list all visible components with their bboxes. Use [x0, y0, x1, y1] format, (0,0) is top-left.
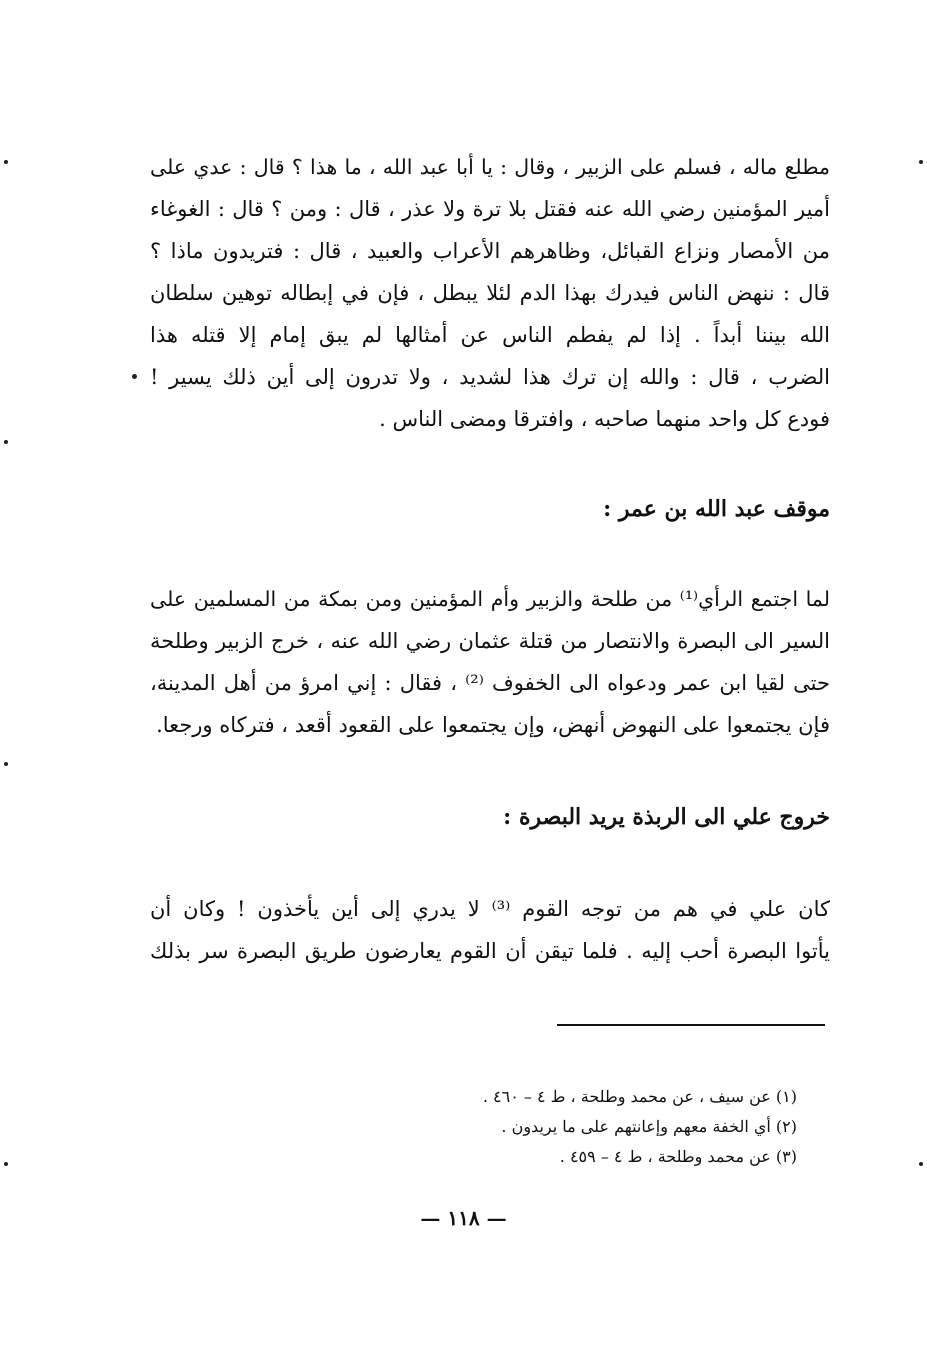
page-number: — ١١٨ — [420, 1206, 507, 1230]
text-line: لما اجتمع الرأي⁽¹⁾ من طلحة والزبير وأم المؤمنين ومن بمكة من المسلمين على [150, 587, 830, 611]
paragraph-3 [150, 888, 830, 972]
text-line: يأتوا البصرة أحب إليه . فلما تيقن أن القوم يعارضون طريق البصرة سر بذلك [150, 939, 830, 963]
text-line: مطلع ماله ، فسلم على الزبير ، وقال : يا أبا عبد الله ، ما هذا ؟ قال : ‏عدي على [150, 155, 830, 179]
paragraph-1 [150, 146, 830, 440]
text-line: فودع كل واحد منهما صاحبه ، وافترقا ومضى الناس . [379, 407, 830, 431]
footnote-separator [557, 1024, 825, 1026]
text-line: حتى لقيا ابن عمر ودعواه الى الخفوف ⁽²⁾ ، فقال : إني امرؤ من أهل المدينة، [150, 671, 830, 695]
scan-mark [4, 1162, 8, 1166]
scan-mark [4, 440, 8, 444]
section-heading: موقف عبد الله بن عمر : [603, 496, 830, 522]
scan-mark [4, 762, 8, 766]
text-line: كان علي في هم من توجه القوم ⁽³⁾ لا يدري إلى أين يأخذون ! وكان أن [150, 897, 830, 921]
text-line: الضرب ، قال : والله إن ترك هذا لشديد ، ولا تدرون إلى أين ذلك يسير ! [150, 365, 830, 389]
text-line: قال : ننهض الناس فيدرك بهذا الدم لئلا يبطل ، فإن في إبطاله توهين سلطان [150, 281, 830, 305]
paragraph-2 [150, 578, 830, 746]
text-line: أمير المؤمنين رضي الله عنه فقتل بلا ترة ولا عذر ، قال : ومن ؟ قال : الغوغاء [150, 197, 830, 221]
footnote: (١) عن سيف ، عن محمد وطلحة ، ط ٤ – ٤٦٠ . [482, 1087, 797, 1106]
scan-mark [919, 160, 923, 164]
footnotes [483, 1082, 797, 1172]
scan-mark [919, 1162, 923, 1166]
text-line: السير الى البصرة والانتصار من قتلة عثمان رضي الله عنه ، خرج الزبير وطلحة [150, 629, 830, 653]
footnote: (٢) أي الخفة معهم وإعانتهم على ما يريدون . [501, 1117, 797, 1136]
scan-mark [4, 160, 8, 164]
text-line: من الأمصار ونزاع القبائل، وظاهرهم الأعراب والعبيد ، قال : فتريدون ماذا ؟ [150, 239, 830, 263]
section-heading: خروج علي الى الربذة يريد البصرة : [503, 804, 830, 830]
margin-dot [132, 374, 137, 379]
text-line: الله بيننا أبداً . إذا لم يفطم الناس عن أمثالها لم يبق إمام إلا قتله هذا [150, 323, 830, 347]
text-line: فإن يجتمعوا على النهوض أنهض، وإن يجتمعوا على القعود أقعد ، فتركاه ورجعا. [156, 713, 830, 737]
footnote: (٣) عن محمد وطلحة ، ط ٤ – ٤٥٩ . [559, 1147, 797, 1166]
